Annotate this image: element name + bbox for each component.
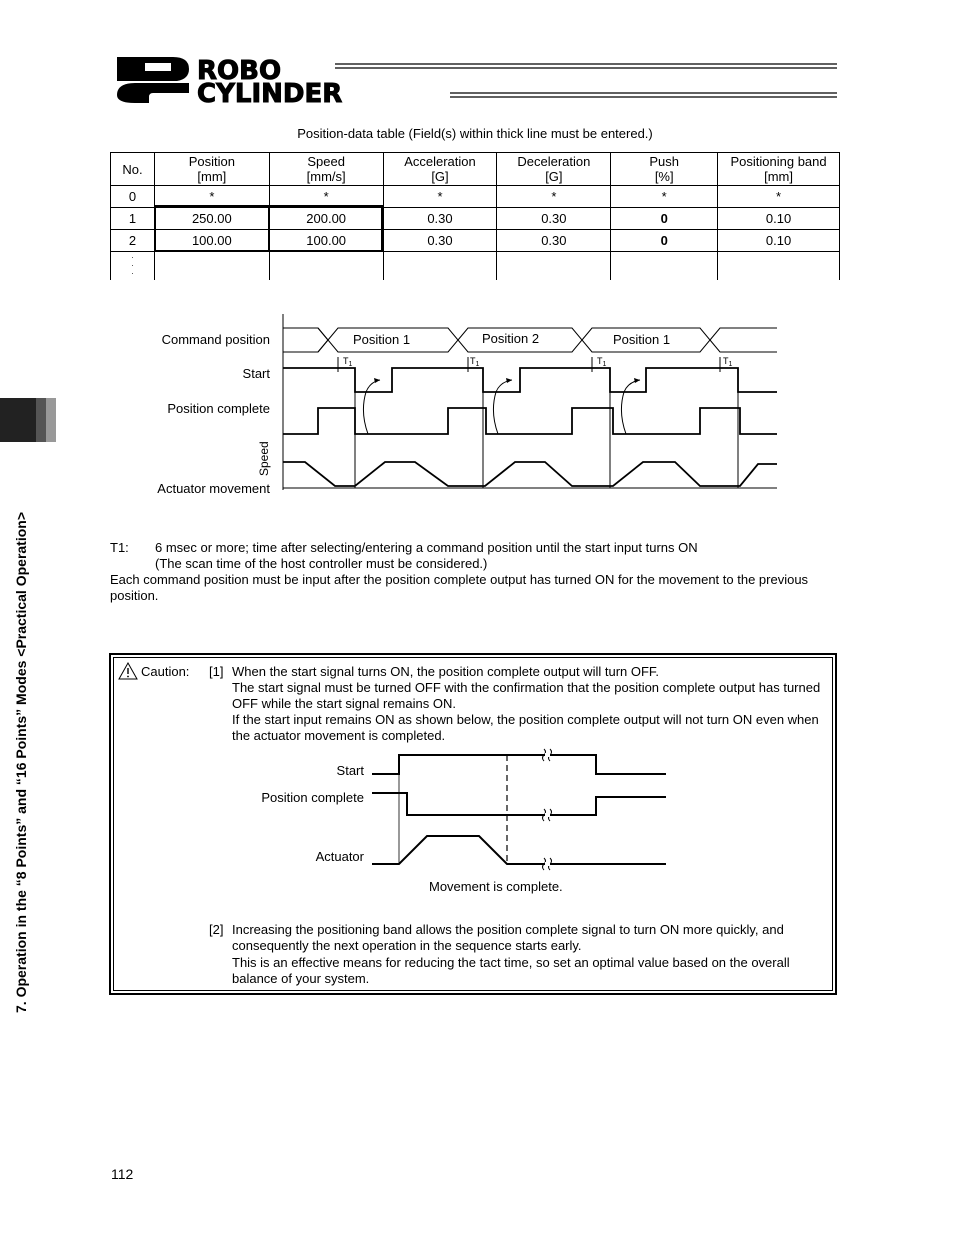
t1-note-text2: (The scan time of the host controller must be considered.)	[155, 556, 488, 571]
required-fields-divider	[268, 205, 270, 252]
header-deceleration: Deceleration [G]	[497, 153, 611, 186]
table-row: 2 100.00 100.00 0.30 0.30 0 0.10	[111, 230, 840, 252]
caution-item1-line1: When the start signal turns ON, the position complete output will turn OFF.	[232, 664, 660, 679]
cmd-position-label-2: Position 2	[482, 331, 540, 346]
caution-signal-diagram	[370, 745, 670, 875]
t1-note-label: T1:	[110, 540, 129, 555]
diagram-label-actuator: Actuator	[315, 849, 364, 864]
logo-line2: CYLINDER	[197, 79, 343, 105]
caution-item2-line2: This is an effective means for reducing the tact time, so set an optimal value based on the overall balance of your system.	[232, 955, 790, 986]
cmd-position-label-1: Position 1	[353, 332, 411, 347]
table-row: 0 * * * * * *	[111, 186, 840, 208]
caution-item1-line2: The start signal must be turned OFF with the confirmation that the position complete output has turned OFF while the start signal remains ON.	[232, 680, 821, 711]
sidebar-tab-shade1	[36, 398, 46, 442]
t1-note-text: 6 msec or more; time after selecting/entering a command position until the start input turns ON	[155, 540, 698, 555]
caution-item2-line1: Increasing the positioning band allows the position complete signal to turn ON more quickly, and consequently the next operation in the sequence starts early.	[232, 922, 784, 953]
sidebar-tab	[0, 398, 36, 442]
diagram-label-position-complete: Position complete	[261, 790, 364, 805]
label-start: Start	[242, 366, 270, 381]
page-number: 112	[111, 1166, 134, 1182]
diagram-label-start: Start	[336, 763, 364, 778]
table-caption: Position-data table (Field(s) within thick line must be entered.)	[297, 126, 653, 141]
diagram-movement-complete: Movement is complete.	[429, 879, 563, 894]
header-positioning-band: Positioning band [mm]	[718, 153, 840, 186]
cmd-position-label-3: Position 1	[613, 332, 671, 347]
caution-label: Caution:	[141, 664, 190, 679]
label-position-complete: Position complete	[167, 401, 270, 416]
caution-item1-number: [1]	[209, 664, 224, 679]
warning-triangle-icon	[118, 662, 138, 680]
logo-line1: ROBO	[197, 56, 282, 86]
t1-mark-2: $T_1$	[470, 356, 480, 368]
table-row: 1 250.00 200.00 0.30 0.30 0 0.10	[111, 208, 840, 230]
timing-chart	[280, 312, 780, 494]
label-actuator-movement: Actuator movement	[157, 481, 270, 496]
header-acceleration: Acceleration [G]	[383, 153, 497, 186]
caution-item1-line3: If the start input remains ON as shown below, the position complete output will not turn ON even when the actuator movement is completed.	[232, 712, 819, 743]
robo-cylinder-logo-graphic	[115, 55, 840, 105]
t1-mark-1: $T_1$	[343, 356, 353, 368]
t1-mark-4: $T_1$	[723, 356, 733, 368]
table-row-ellipsis: · · ·	[111, 252, 840, 281]
t1-mark-3: $T_1$	[597, 356, 607, 368]
header-no: No.	[111, 153, 155, 186]
chapter-sidebar-title: 7. Operation in the “8 Points” and “16 Points” Modes <Practical Operation>	[13, 511, 29, 1013]
position-input-note: Each command position must be input after the position complete output has turned ON for the movement to the previous position.	[110, 572, 809, 603]
label-command-position: Command position	[161, 332, 270, 347]
table-header-row	[111, 153, 840, 186]
caution-item2-number: [2]	[209, 922, 224, 937]
sidebar-tab-shade2	[46, 398, 56, 442]
logo	[115, 55, 840, 105]
header-position: Position [mm]	[154, 153, 269, 186]
header-push: Push [%]	[611, 153, 718, 186]
label-speed: Speed	[257, 441, 271, 476]
header-speed: Speed [mm/s]	[269, 153, 383, 186]
